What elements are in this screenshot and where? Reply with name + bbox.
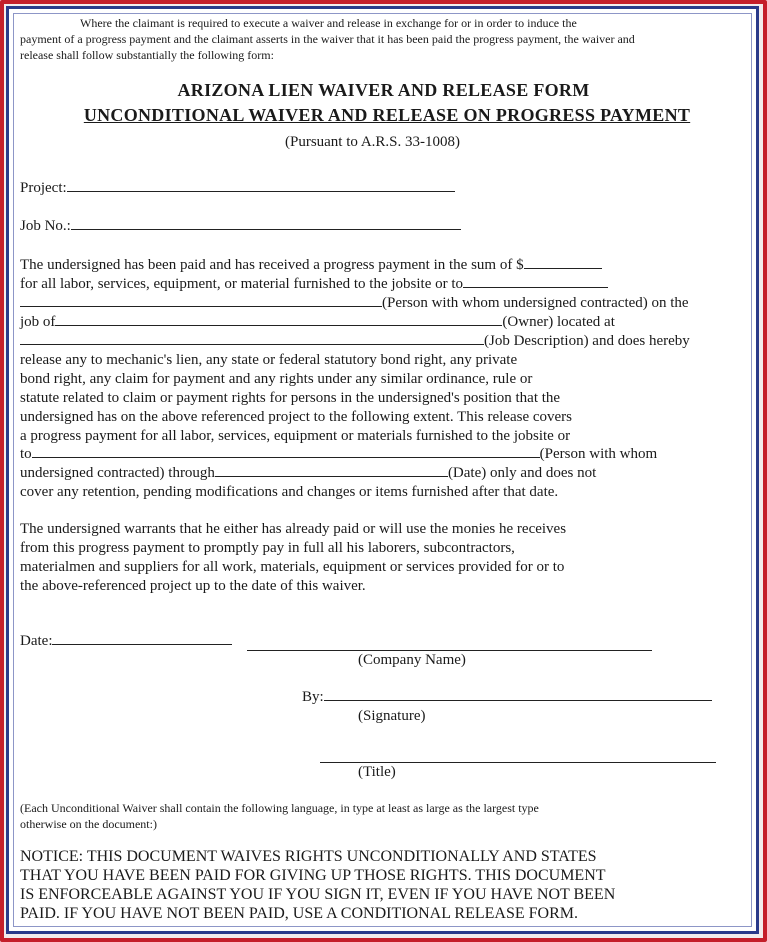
project-field[interactable] xyxy=(20,180,455,197)
p1-line-12 xyxy=(20,465,596,482)
p2-line-2: from this progress payment to promptly pay in full all his laborers, subcontractors, xyxy=(20,540,515,556)
company-name-caption: (Company Name) xyxy=(358,652,466,668)
note-line-1: (Each Unconditional Waiver shall contain the following language, in type at least as large as the largest type xyxy=(20,801,539,815)
p1-line-8: statute related to claim or payment rights for persons in the undersigned's position that the xyxy=(20,390,561,406)
p1-text-4b: (Owner) located at xyxy=(502,314,615,330)
p1-line-5 xyxy=(20,333,690,350)
furnished-to-blank[interactable] xyxy=(463,286,608,288)
note-line-2: otherwise on the document:) xyxy=(20,817,157,831)
company-name-line[interactable] xyxy=(247,650,652,651)
job-no-blank[interactable] xyxy=(71,228,461,230)
job-no-field[interactable] xyxy=(20,218,461,235)
date-blank[interactable] xyxy=(52,643,232,645)
contracted-person-blank[interactable] xyxy=(20,305,382,307)
p1-line-2 xyxy=(20,276,608,293)
p1-line-3 xyxy=(20,295,689,312)
p1-text-1: The undersigned has been paid and has received a progress payment in the sum of $ xyxy=(20,257,524,273)
job-description-blank[interactable] xyxy=(20,343,484,345)
p1-line-11 xyxy=(20,446,657,463)
p1-text-12a: undersigned contracted) through xyxy=(20,465,215,481)
p1-text-5: (Job Description) and does hereby xyxy=(484,333,690,349)
p1-line-9: undersigned has on the above referenced project to the following extent. This release covers xyxy=(20,409,573,425)
p1-text-11a: to xyxy=(20,446,32,462)
p1-text-2: for all labor, services, equipment, or material furnished to the jobsite or to xyxy=(20,276,464,292)
p1-line-1 xyxy=(20,257,602,274)
through-date-blank[interactable] xyxy=(215,475,448,477)
person-with-whom-blank[interactable] xyxy=(32,456,540,458)
p1-text-12b: (Date) only and does not xyxy=(447,465,597,481)
notice-line-3: IS ENFORCEABLE AGAINST YOU IF YOU SIGN IT, EVEN IF YOU HAVE NOT BEEN xyxy=(20,886,616,903)
project-label: Project: xyxy=(20,180,67,196)
job-no-label: Job No.: xyxy=(20,218,71,234)
payment-amount-blank[interactable] xyxy=(524,267,602,269)
form-title: ARIZONA LIEN WAIVER AND RELEASE FORM xyxy=(177,80,590,100)
p2-line-1: The undersigned warrants that he either has already paid or will use the monies he receives xyxy=(20,521,567,537)
p2-line-4: the above-referenced project up to the date of this waiver. xyxy=(20,578,366,594)
by-label: By: xyxy=(302,689,324,705)
notice-line-2: THAT YOU HAVE BEEN PAID FOR GIVING UP THOSE RIGHTS. THIS DOCUMENT xyxy=(20,867,606,884)
intro-line-1: Where the claimant is required to execute a waiver and release in exchange for or in order to induce the xyxy=(80,16,577,30)
p1-text-3: (Person with whom undersigned contracted) on the xyxy=(382,295,689,311)
statute-reference: (Pursuant to A.R.S. 33-1008) xyxy=(284,134,460,150)
form-subtitle: UNCONDITIONAL WAIVER AND RELEASE ON PROGRESS PAYMENT xyxy=(83,105,691,125)
p1-line-4 xyxy=(20,314,615,331)
intro-line-3: release shall follow substantially the following form: xyxy=(20,48,274,62)
by-field[interactable] xyxy=(302,689,712,706)
p1-line-13: cover any retention, pending modifications and changes or items furnished after that date. xyxy=(20,484,559,500)
p1-line-10: a progress payment for all labor, services, equipment or materials furnished to the jobsite or xyxy=(20,428,571,444)
p1-line-6: release any to mechanic's lien, any state or federal statutory bond right, any private xyxy=(20,352,518,368)
p1-text-4a: job of xyxy=(20,314,56,330)
intro-line-2: payment of a progress payment and the claimant asserts in the waiver that it has been paid the progress payment, the waiver and xyxy=(20,32,635,46)
date-label: Date: xyxy=(20,633,53,649)
signature-blank[interactable] xyxy=(324,699,712,701)
p1-text-11b: (Person with whom xyxy=(539,446,658,462)
notice-line-1: NOTICE: THIS DOCUMENT WAIVES RIGHTS UNCONDITIONALLY AND STATES xyxy=(20,848,597,865)
title-caption: (Title) xyxy=(358,764,396,780)
title-line[interactable] xyxy=(320,762,716,763)
date-field[interactable] xyxy=(20,633,232,650)
p2-line-3: materialmen and suppliers for all work, materials, equipment or services provided for or to xyxy=(20,559,565,575)
project-blank[interactable] xyxy=(67,190,455,192)
notice-line-4: PAID. IF YOU HAVE NOT BEEN PAID, USE A CONDITIONAL RELEASE FORM. xyxy=(20,905,578,922)
p1-line-7: bond right, any claim for payment and any rights under any similar ordinance, rule or xyxy=(20,371,533,387)
owner-blank[interactable] xyxy=(55,324,502,326)
signature-caption: (Signature) xyxy=(358,708,426,724)
